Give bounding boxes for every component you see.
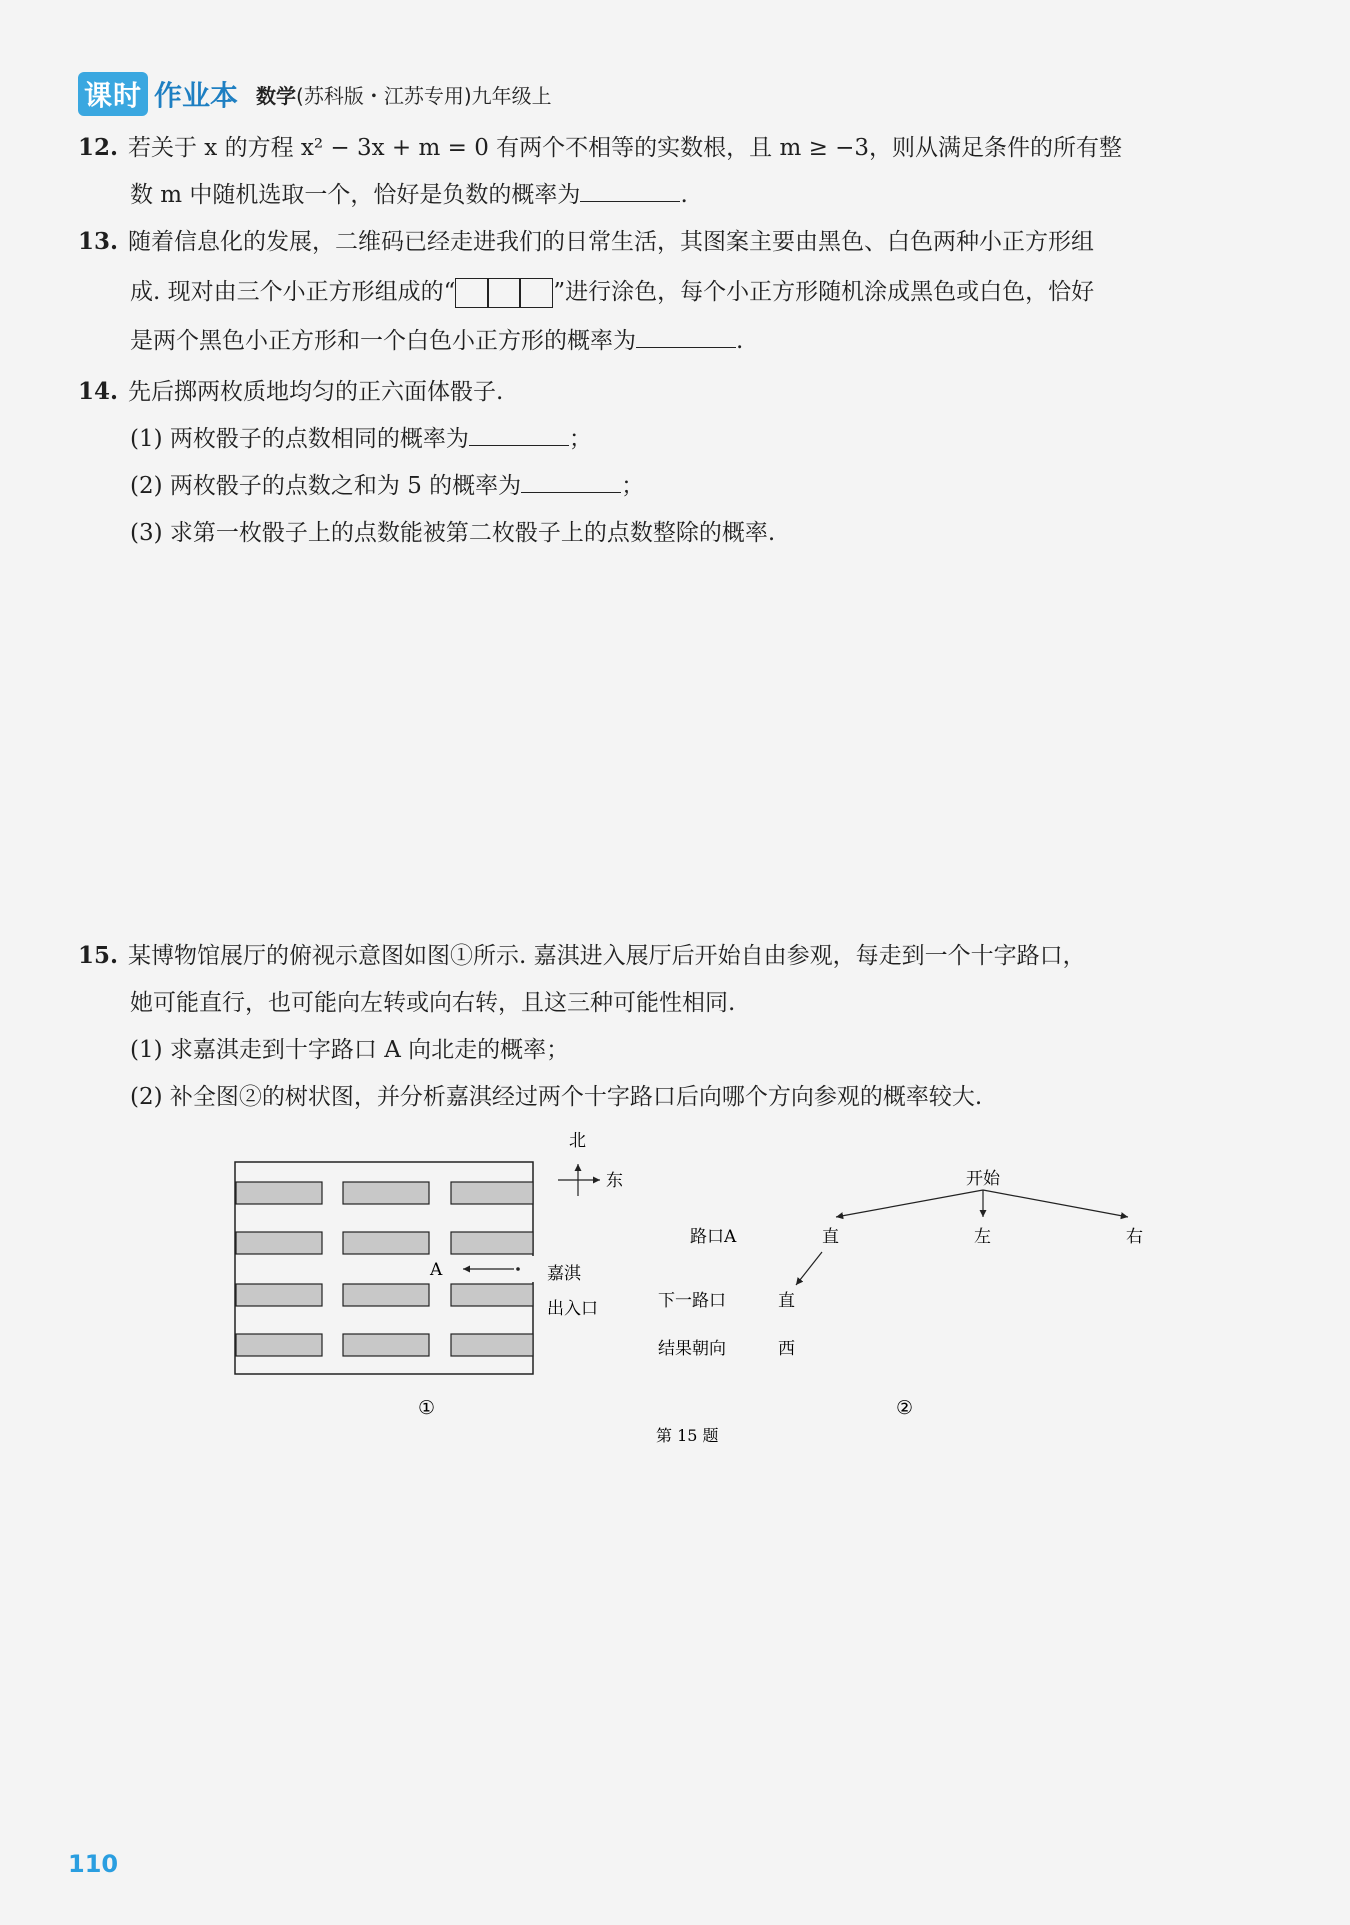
q13-text3-end: . — [736, 328, 744, 354]
header-edition: (苏科版・江苏专用)九年级上 — [296, 83, 552, 108]
exhibit-block — [343, 1232, 429, 1254]
exhibit-block — [236, 1334, 322, 1356]
exhibit-block — [343, 1182, 429, 1204]
figure-caption: 第 15 题 — [656, 1426, 719, 1445]
q13-text2a: 成. 现对由三个小正方形组成的“ — [130, 279, 456, 305]
exhibit-block — [451, 1232, 533, 1254]
tree-result-west: 西 — [778, 1339, 795, 1359]
exhibit-block — [343, 1284, 429, 1306]
figure-1-caption: ① — [418, 1397, 436, 1419]
branch-second-straight — [796, 1252, 822, 1285]
figure-1-floorplan — [235, 1131, 623, 1419]
q13-text3: 是两个黑色小正方形和一个白色小正方形的概率为 — [130, 328, 636, 354]
logo-highlight: 课时 — [78, 72, 148, 116]
q12-text2-end: . — [680, 182, 688, 208]
q14-sub3: (3) 求第一枚骰子上的点数能被第二枚骰子上的点数整除的概率. — [130, 520, 776, 546]
tree-start: 开始 — [966, 1169, 1000, 1189]
entrance-label: 出入口 — [547, 1299, 598, 1319]
exhibit-block — [451, 1284, 533, 1306]
exhibit-block — [236, 1182, 322, 1204]
east-label: 东 — [606, 1171, 623, 1191]
q15-sub2: (2) 补全图②的树状图，并分析嘉淇经过两个十字路口后向哪个方向参观的概率较大. — [130, 1084, 983, 1110]
q13-text1: 随着信息化的发展，二维码已经走进我们的日常生活，其图案主要由黑色、白色两种小正方形组 — [128, 229, 1094, 255]
row1-label: 路口A — [690, 1227, 737, 1247]
q14-sub1-text: (1) 两枚骰子的点数相同的概率为 — [130, 426, 469, 452]
exhibit-block — [236, 1232, 322, 1254]
point-a-label: A — [430, 1260, 443, 1280]
q15-text1: 某博物馆展厅的俯视示意图如图①所示. 嘉淇进入展厅后开始自由参观，每走到一个十字路口， — [128, 943, 1086, 969]
q13-text2b: ”进行涂色，每个小正方形随机涂成黑色或白色，恰好 — [553, 279, 1095, 305]
exhibit-block — [236, 1284, 322, 1306]
q12-number: 12. — [78, 134, 119, 161]
q14-sub1-end: ； — [568, 426, 592, 452]
branch-right — [983, 1190, 1128, 1217]
tree-node-straight: 直 — [822, 1227, 839, 1247]
q14-number: 14. — [78, 378, 119, 405]
person-label: 嘉淇 — [547, 1264, 581, 1284]
header-subject: 数学 — [256, 83, 297, 108]
q12-text1: 若关于 x 的方程 x² − 3x + m = 0 有两个不相等的实数根，且 m ≥ −3，则从满足条件的所有整 — [128, 135, 1123, 161]
entrance-gap — [531, 1256, 535, 1282]
page-number: 110 — [68, 1850, 119, 1878]
q12-text2: 数 m 中随机选取一个，恰好是负数的概率为 — [130, 182, 581, 208]
q14-sub2-end: ； — [621, 473, 645, 499]
q13-number: 13. — [78, 228, 119, 255]
tree-node-right: 右 — [1126, 1227, 1143, 1247]
north-label: 北 — [569, 1131, 586, 1151]
q15-line2: 她可能直行，也可能向左转或向右转，且这三种可能性相同. — [130, 990, 736, 1016]
row3-label: 结果朝向 — [658, 1339, 726, 1359]
q14-text1: 先后掷两枚质地均匀的正六面体骰子. — [128, 379, 504, 405]
tree-node-left: 左 — [974, 1227, 991, 1247]
figure-2-caption: ② — [896, 1397, 914, 1419]
exhibit-block — [451, 1182, 533, 1204]
q14-sub2-text: (2) 两枚骰子的点数之和为 5 的概率为 — [130, 473, 522, 499]
logo-text: 作业本 — [154, 79, 239, 112]
exhibit-block — [451, 1334, 533, 1356]
exhibit-block — [343, 1334, 429, 1356]
figure-2-tree — [658, 1169, 1143, 1419]
branch-straight — [836, 1190, 983, 1217]
person-dot — [516, 1267, 520, 1271]
q15-number: 15. — [78, 942, 119, 969]
q15-sub1: (1) 求嘉淇走到十字路口 A 向北走的概率； — [130, 1037, 570, 1063]
row2-label: 下一路口 — [658, 1291, 726, 1311]
tree-node-next-straight: 直 — [778, 1291, 795, 1311]
